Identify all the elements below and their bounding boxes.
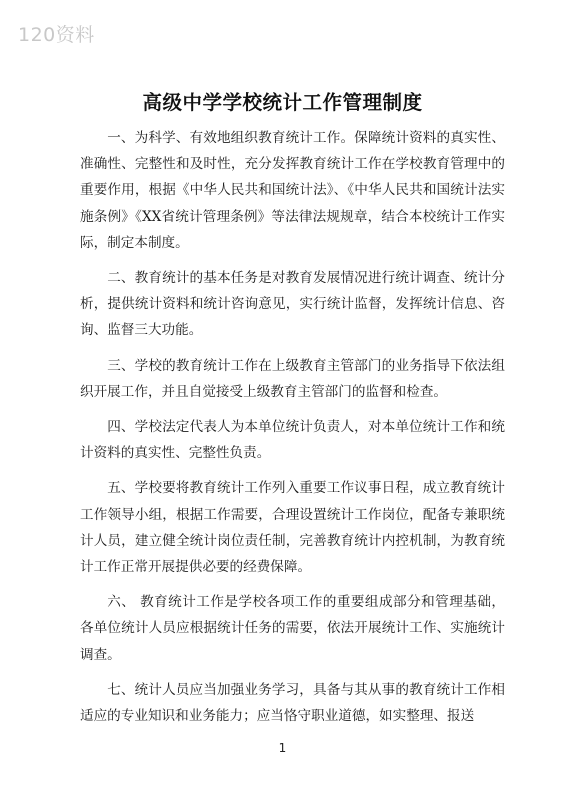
paragraph-2: 二、教育统计的基本任务是对教育发展情况进行统计调查、统计分析，提供统计资料和统计咨询意见，实行统计监督，发挥统计信息、咨询、监督三大功能。 (80, 270, 505, 339)
paragraph-7: 七、统计人员应当加强业务学习，具备与其从事的教育统计工作相适应的专业知识和业务能力；应当恪守职业道德，如实整理、报送 (80, 681, 505, 725)
document-body (80, 125, 505, 738)
document-title: 高级中学学校统计工作管理制度 (142, 91, 423, 114)
watermark: 120资料 (18, 24, 95, 46)
paragraph-1: 一、为科学、有效地组织教育统计工作。保障统计资料的真实性、准确性、完整性和及时性，充分发挥教育统计工作在学校教育管理中的重要作用，根据《中华人民共和国统计法》、《中华人民共和国统计法实施条例》《XX省统计管理条例》等法律法规规章，结合本校统计工作实际，制定本制度。 (80, 130, 505, 251)
page-number: 1 (278, 741, 287, 755)
paragraph-3: 三、学校的教育统计工作在上级教育主管部门的业务指导下依法组织开展工作，并且自觉接受上级教育主管部门的监督和检查。 (80, 357, 505, 400)
paragraph-4: 四、学校法定代表人为本单位统计负责人，对本单位统计工作和统计资料的真实性、完整性负责。 (80, 419, 505, 462)
paragraph-5: 五、学校要将教育统计工作列入重要工作议事日程，成立教育统计工作领导小组，根据工作需要，合理设置统计工作岗位，配备专兼职统计人员，建立健全统计岗位责任制，完善教育统计内控机制，为教育统计工作正常开展提供必要的经费保障。 (80, 480, 505, 576)
paragraph-6: 六、 教育统计工作是学校各项工作的重要组成部分和管理基础，各单位统计人员应根据统计任务的需要，依法开展统计工作、实施统计调查。 (80, 594, 505, 663)
